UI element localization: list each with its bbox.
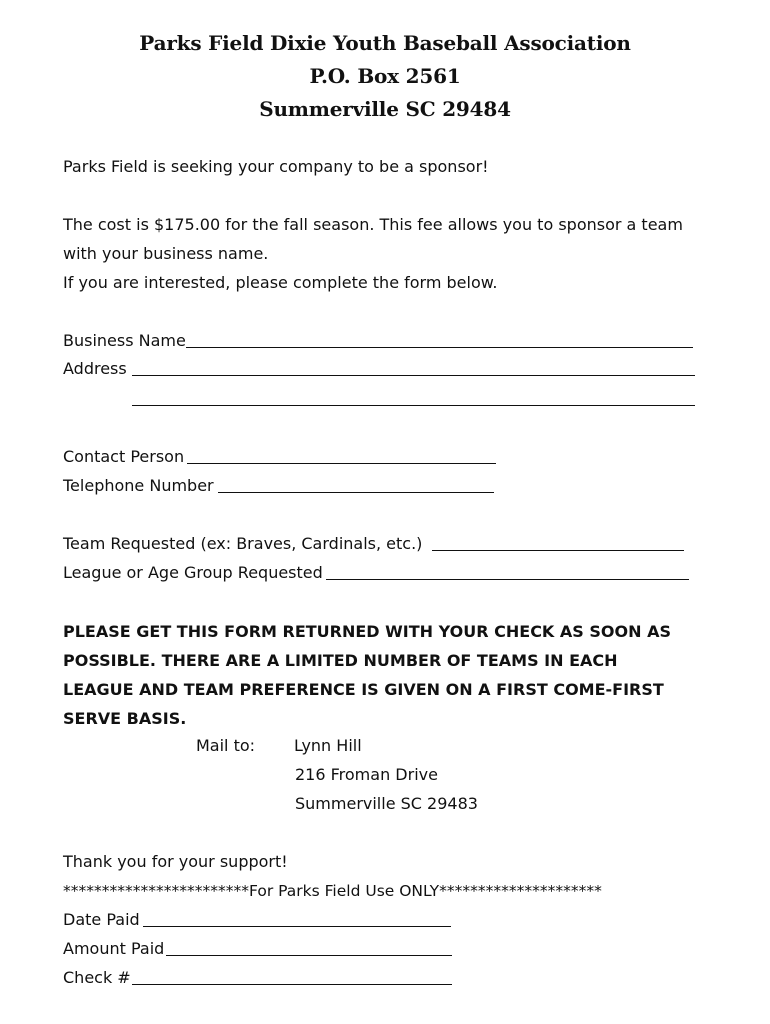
- date-paid-line[interactable]: [143, 926, 451, 927]
- date-paid-label: Date Paid: [63, 910, 140, 929]
- mail-name: Lynn Hill: [294, 736, 362, 755]
- cost-text-line1: The cost is $175.00 for the fall season. This fee allows you to sponsor a team: [63, 215, 683, 234]
- seeking-text: Parks Field is seeking your company to be a sponsor!: [63, 157, 489, 176]
- notice-line-4: SERVE BASIS.: [63, 709, 187, 728]
- interest-text: If you are interested, please complete the form below.: [63, 273, 498, 292]
- business-name-label: Business Name: [63, 331, 186, 350]
- contact-person-label: Contact Person: [63, 447, 185, 466]
- telephone-label: Telephone Number: [63, 476, 214, 495]
- notice-line-2: POSSIBLE. THERE ARE A LIMITED NUMBER OF TEAMS IN EACH: [63, 651, 618, 670]
- cost-text-line2: with your business name.: [63, 244, 269, 263]
- notice-paragraph: [63, 617, 708, 733]
- business-name-line[interactable]: [186, 347, 693, 348]
- team-requested-line[interactable]: [432, 550, 684, 551]
- org-name: Parks Field Dixie Youth Baseball Association: [139, 31, 631, 55]
- office-use-banner: ************************For Parks Field Use ONLY*********************: [63, 882, 602, 900]
- city-line: Summerville SC 29484: [259, 97, 511, 121]
- notice-line-1: PLEASE GET THIS FORM RETURNED WITH YOUR CHECK AS SOON AS: [63, 622, 671, 641]
- address-line-1[interactable]: [132, 375, 695, 376]
- team-requested-label: Team Requested (ex: Braves, Cardinals, etc.): [63, 534, 423, 553]
- league-requested-line[interactable]: [326, 579, 689, 580]
- address-line-2[interactable]: [132, 405, 695, 406]
- address-label: Address: [63, 359, 127, 378]
- mail-street: 216 Froman Drive: [295, 765, 438, 784]
- check-number-label: Check #: [63, 968, 131, 987]
- po-box: P.O. Box 2561: [309, 64, 461, 88]
- mail-to-label: Mail to:: [196, 736, 256, 755]
- telephone-line[interactable]: [218, 492, 494, 493]
- contact-person-line[interactable]: [187, 463, 496, 464]
- amount-paid-label: Amount Paid: [63, 939, 165, 958]
- mail-city: Summerville SC 29483: [295, 794, 478, 813]
- notice-line-3: LEAGUE AND TEAM PREFERENCE IS GIVEN ON A FIRST COME-FIRST: [63, 680, 664, 699]
- check-number-line[interactable]: [132, 984, 452, 985]
- thanks-text: Thank you for your support!: [63, 852, 288, 871]
- amount-paid-line[interactable]: [166, 955, 452, 956]
- league-requested-label: League or Age Group Requested: [63, 563, 323, 582]
